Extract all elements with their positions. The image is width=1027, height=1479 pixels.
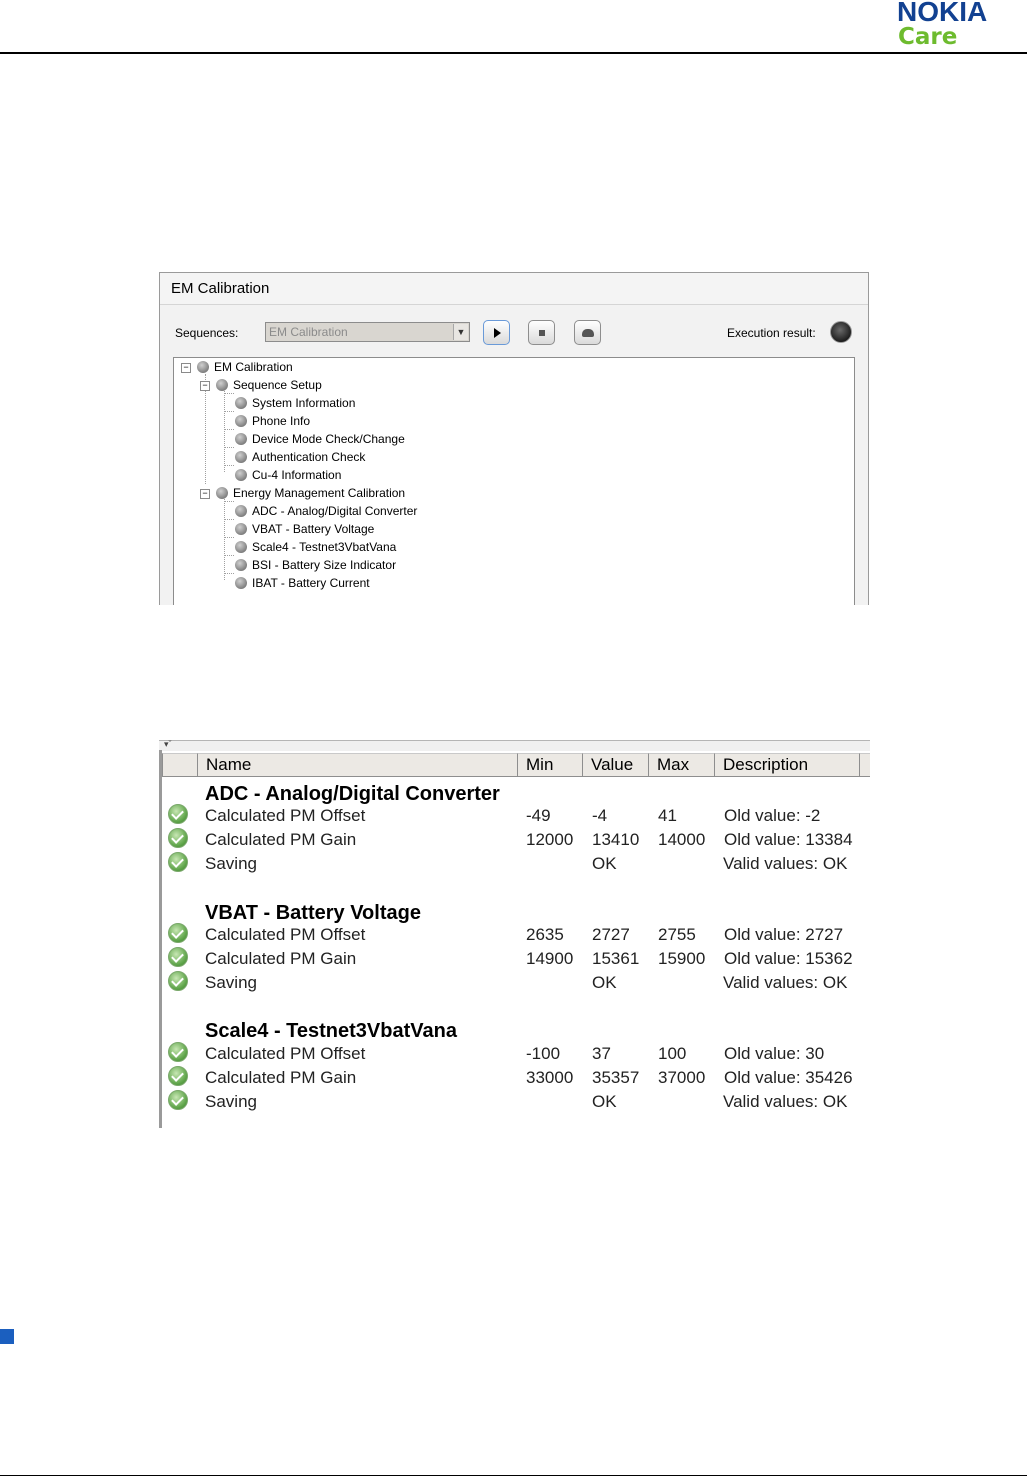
stop-button[interactable] <box>528 320 555 345</box>
row-description: Valid values: OK <box>723 1092 848 1111</box>
collapse-icon[interactable]: − <box>181 363 191 373</box>
tree-connector <box>224 490 225 580</box>
status-dot-icon <box>235 541 247 553</box>
status-dot-icon <box>235 523 247 535</box>
column-header-min[interactable]: Min <box>517 753 583 777</box>
row-max: 41 <box>658 806 677 825</box>
tree-item[interactable]: ADC - Analog/Digital Converter <box>235 503 417 519</box>
tree-group-energy-management[interactable]: Energy Management Calibration <box>216 485 405 501</box>
status-dot-icon <box>235 505 247 517</box>
row-name: Calculated PM Offset <box>205 925 366 944</box>
row-value: 37 <box>592 1044 611 1063</box>
status-dot-icon <box>235 451 247 463</box>
header-rule <box>0 52 1027 54</box>
play-icon <box>494 328 501 338</box>
tree-item[interactable]: Phone Info <box>235 413 310 429</box>
check-icon <box>168 852 188 872</box>
column-header-max[interactable]: Max <box>648 753 715 777</box>
tree-item[interactable]: BSI - Battery Size Indicator <box>235 557 396 573</box>
row-description: Valid values: OK <box>723 973 848 992</box>
tree-connector <box>224 555 234 556</box>
row-name: Saving <box>205 973 257 992</box>
status-dot-icon <box>235 559 247 571</box>
check-icon <box>168 804 188 824</box>
column-header-filler <box>859 753 870 777</box>
sequences-label: Sequences: <box>175 326 239 340</box>
tree-item[interactable]: System Information <box>235 395 355 411</box>
tree-item[interactable]: Cu-4 Information <box>235 467 341 483</box>
column-header-status[interactable] <box>162 753 198 777</box>
execution-result-label: Execution result: <box>727 326 816 340</box>
tree-connector <box>224 429 234 430</box>
chevron-down-icon[interactable]: ▼ <box>453 324 468 340</box>
check-icon <box>168 971 188 991</box>
row-max: 37000 <box>658 1068 706 1087</box>
row-name: Calculated PM Gain <box>205 949 357 968</box>
row-value: 35357 <box>592 1068 640 1087</box>
row-description: Old value: 13384 <box>724 830 853 849</box>
run-button[interactable] <box>483 320 510 345</box>
row-name: Calculated PM Offset <box>205 806 366 825</box>
tree-item[interactable]: Device Mode Check/Change <box>235 431 405 447</box>
row-name: Calculated PM Offset <box>205 1044 366 1063</box>
group-title: ADC - Analog/Digital Converter <box>205 783 500 805</box>
column-header-value[interactable]: Value <box>582 753 649 777</box>
footer-rule <box>0 1475 1027 1476</box>
check-icon <box>168 1090 188 1110</box>
sequence-tree[interactable] <box>173 357 855 605</box>
stop-icon <box>539 330 545 336</box>
row-description: Old value: 35426 <box>724 1068 853 1087</box>
tree-connector <box>224 382 225 472</box>
row-value: OK <box>592 973 617 992</box>
nokia-logo: NOKIA <box>897 0 988 27</box>
execution-result-indicator <box>830 321 852 343</box>
column-header-description[interactable]: Description <box>714 753 860 777</box>
status-dot-icon <box>235 433 247 445</box>
row-name: Saving <box>205 1092 257 1111</box>
sequence-select[interactable] <box>265 322 470 342</box>
status-dot-icon <box>235 415 247 427</box>
check-icon <box>168 1066 188 1086</box>
status-dot-icon <box>235 469 247 481</box>
check-icon <box>168 923 188 943</box>
tree-connector <box>224 393 234 394</box>
status-dot-icon <box>216 487 228 499</box>
row-min: 33000 <box>526 1068 574 1087</box>
row-max: 100 <box>658 1044 687 1063</box>
table-toolbar <box>159 740 870 751</box>
results-table <box>159 740 870 1128</box>
group-title: Scale4 - Testnet3VbatVana <box>205 1020 457 1042</box>
tree-connector <box>224 519 234 520</box>
cloud-icon <box>582 329 594 337</box>
row-max: 15900 <box>658 949 706 968</box>
row-min: -49 <box>526 806 551 825</box>
row-value: 13410 <box>592 830 640 849</box>
row-description: Old value: -2 <box>724 806 821 825</box>
tree-connector <box>224 573 234 574</box>
sequence-select-value: EM Calibration <box>269 325 348 339</box>
row-max: 2755 <box>658 925 696 944</box>
tree-connector <box>224 537 234 538</box>
sort-icon[interactable]: ▾ˇ <box>164 740 172 749</box>
status-dot-icon <box>235 577 247 589</box>
row-value: -4 <box>592 806 608 825</box>
status-dot-icon <box>216 379 228 391</box>
panel-title: EM Calibration <box>160 273 868 305</box>
tree-group-sequence-setup[interactable]: Sequence Setup <box>216 377 322 393</box>
tree-connector <box>224 411 234 412</box>
tree-item[interactable]: Authentication Check <box>235 449 365 465</box>
collapse-icon[interactable]: − <box>200 489 210 499</box>
row-name: Calculated PM Gain <box>205 830 357 849</box>
row-value: 2727 <box>592 925 630 944</box>
row-name: Saving <box>205 854 257 873</box>
section-marker <box>0 1329 14 1344</box>
row-min: 14900 <box>526 949 574 968</box>
row-value: 15361 <box>592 949 640 968</box>
tree-root[interactable]: EM Calibration <box>197 359 293 375</box>
row-value: OK <box>592 1092 617 1111</box>
check-icon <box>168 1042 188 1062</box>
tree-item[interactable]: IBAT - Battery Current <box>235 575 370 591</box>
row-description: Valid values: OK <box>723 854 848 873</box>
care-logo: Care <box>898 24 958 50</box>
row-min: 12000 <box>526 830 574 849</box>
table-left-border <box>159 750 162 1128</box>
row-name: Calculated PM Gain <box>205 1068 357 1087</box>
cloud-button[interactable] <box>574 320 601 345</box>
row-min: -100 <box>526 1044 561 1063</box>
tree-connector <box>224 447 234 448</box>
row-description: Old value: 15362 <box>724 949 853 968</box>
row-min: 2635 <box>526 925 564 944</box>
tree-item[interactable]: VBAT - Battery Voltage <box>235 521 374 537</box>
row-description: Old value: 30 <box>724 1044 825 1063</box>
status-dot-icon <box>197 361 209 373</box>
tree-connector <box>224 465 234 466</box>
collapse-icon[interactable]: − <box>200 381 210 391</box>
column-header-name[interactable]: Name <box>197 753 518 777</box>
row-description: Old value: 2727 <box>724 925 844 944</box>
group-title: VBAT - Battery Voltage <box>205 902 421 924</box>
em-calibration-panel <box>159 272 869 605</box>
row-value: OK <box>592 854 617 873</box>
check-icon <box>168 828 188 848</box>
status-dot-icon <box>235 397 247 409</box>
check-icon <box>168 947 188 967</box>
tree-connector <box>224 501 234 502</box>
tree-item[interactable]: Scale4 - Testnet3VbatVana <box>235 539 396 555</box>
row-max: 14000 <box>658 830 706 849</box>
